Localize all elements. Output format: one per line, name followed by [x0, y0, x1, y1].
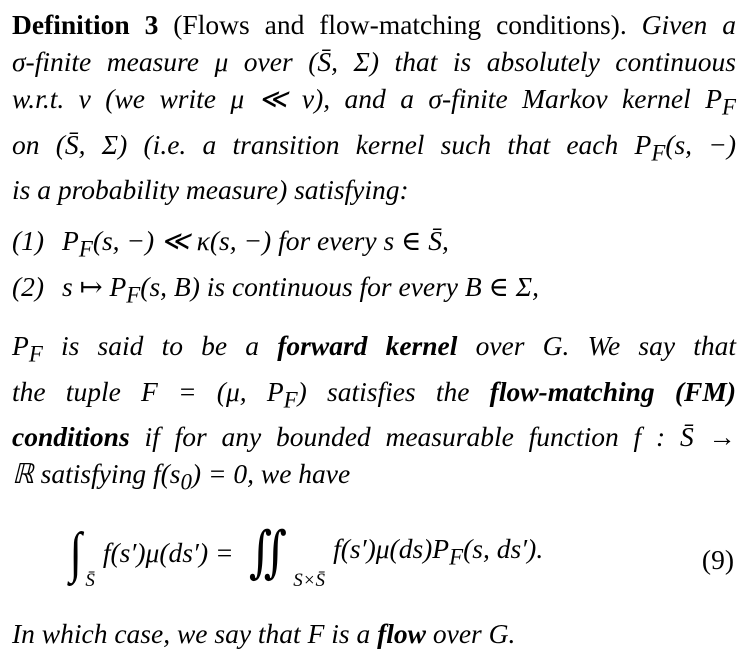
integral-domain: S̄ — [85, 570, 95, 591]
subscript-f: F — [722, 94, 736, 120]
condition-number: (2) — [12, 270, 45, 302]
equation-9 — [12, 507, 736, 615]
intro-text-4: on (S̄, Σ) (i.e. a transition kernel such that each P — [12, 128, 652, 160]
flow-matching-term: flow-matching (FM) — [489, 375, 736, 407]
forward-kernel-term: forward kernel — [277, 330, 458, 361]
condition-text: $P_F(s$, −) ≪ κ(s, −) for every s ∈ S̄, — [62, 225, 449, 262]
definition-intro-line-4: on (S̄, Σ) (i.e. a transition kernel such that each $P_F(s$, −) — [12, 128, 737, 165]
double-integral-domain: S×S̄ — [293, 570, 326, 591]
condition-item-2 — [12, 268, 736, 314]
equation-number: (9) — [701, 543, 734, 575]
intro-text-1: Given a — [641, 9, 736, 40]
equation-lhs: f(s′)μ(ds′) = — [102, 537, 234, 568]
subscript-f: F — [651, 140, 666, 165]
definition-intro-line-2: σ-finite measure μ over (S̄, Σ) that is absolutely continuous — [12, 46, 736, 77]
definition-intro-line-1 — [12, 6, 736, 43]
condition-text: s ↦ $P_F(s$, B) is continuous for every B ∈ Σ, — [62, 270, 540, 307]
paragraph-2-line-1: $P_F$ is said to be a forward kernel over G. We say that — [12, 330, 736, 367]
paragraph-2-line-2: the tuple F = (μ, $P_F$) satisfies the flow-matching (FM) — [12, 375, 736, 412]
equation-rhs: $f(s')\mu(ds)P_F(s$, ds′). — [333, 532, 544, 570]
double-integral-sign: ∬ — [248, 521, 287, 584]
condition-item-1 — [12, 222, 736, 268]
paragraph-2-line-4: ℝ satisfying $f(s_0) = 0$, we have — [12, 458, 351, 495]
definition-heading: Definition 3 — [12, 9, 159, 40]
conditions-term: conditions — [12, 421, 130, 452]
conditions-list — [12, 222, 736, 313]
integral-sign: ∫ — [69, 521, 82, 584]
definition-title: (Flows and flow-matching conditions). — [173, 9, 627, 40]
equation-body — [68, 521, 544, 591]
intro-text-3: w.r.t. ν (we write μ ≪ ν), and a σ-finite Markov kernel P — [12, 83, 722, 114]
paragraph-2-line-3: conditions if for any bounded measurable function f : S̄ → — [12, 421, 736, 452]
definition-intro-line-3 — [12, 80, 736, 126]
closing-line: In which case, we say that F is a flow over G. — [12, 617, 516, 649]
condition-number: (1) — [12, 225, 45, 256]
flow-term: flow — [377, 617, 426, 649]
definition-intro-line-5: is a probability measure) satisfying: — [12, 174, 409, 205]
